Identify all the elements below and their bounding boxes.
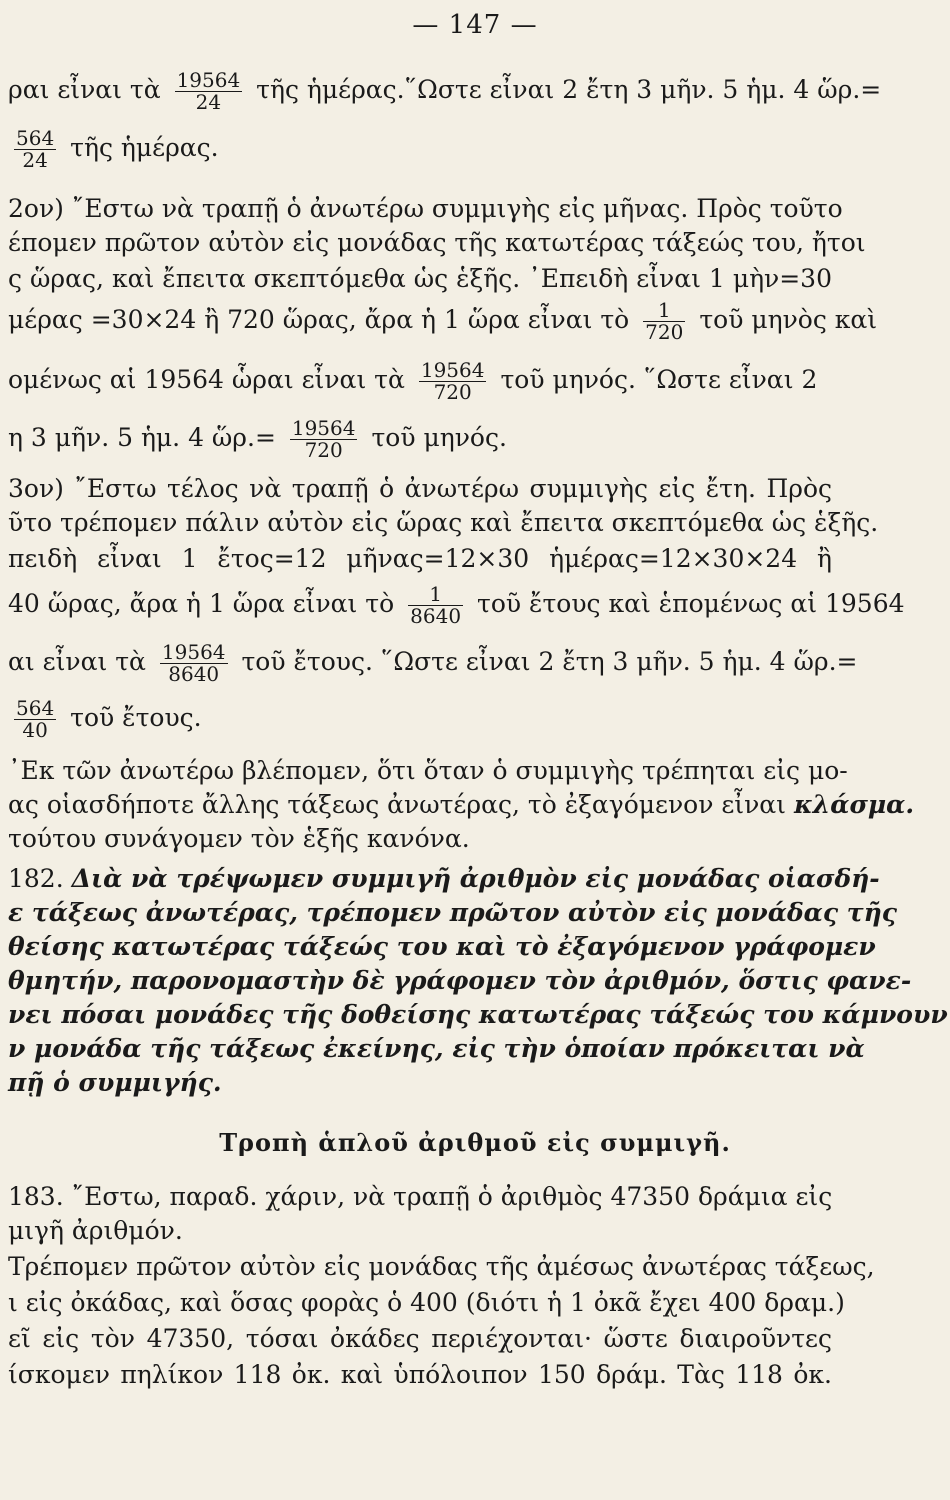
text-line: τούτου συνάγομεν τὸν ἑξῆς κανόνα. [8,824,470,853]
fraction-numerator: 19564 [420,358,485,382]
fraction-numerator: 19564 [176,68,241,92]
fraction [14,698,56,741]
text-span: τοῦ μηνός. [371,423,507,452]
fraction [643,300,685,343]
text-line: ίσκομεν πηλίκον 118 ὀκ. καὶ ὑπόλοιπον 150 δράμ. Τὰς 118 ὀκ. [8,1360,832,1389]
text-span: η 3 μῆν. 5 ἡμ. 4 ὥρ.= [8,423,276,452]
text-line: ᾿Εκ τῶν ἀνωτέρω βλέπομεν, ὅτι ὅταν ὁ συμμιγὴς τρέπηται εἰς μο- [8,756,848,785]
text-line: έπομεν πρῶτον αὐτὸν εἰς μονάδας τῆς κατωτέρας τάξεώς του, ἤτοι [8,228,866,257]
fraction-numerator: 19564 [161,640,226,664]
emphasis-text: κλάσμα. [793,790,915,819]
fraction-numerator: 1 [408,584,463,606]
text-span: ομένως αἱ 19564 ὧραι εἶναι τὰ [8,365,405,394]
text-line [8,418,832,461]
fraction-denominator: 40 [22,718,48,742]
rule-line: θμητήν, παρονομαστὴν δὲ γράφομεν τὸν ἀριθμόν, ὅστις φανε- [8,966,912,995]
page-number: — 147 — [412,10,538,40]
text-span: ραι εἶναι τὰ [8,75,161,104]
rule-line: ν μονάδα τῆς τάξεως ἐκείνης, εἰς τὴν ὁποίαν πρόκειται νὰ [8,1034,865,1063]
text-line: ῦτο τρέπομεν πάλιν αὐτὸν εἰς ὥρας καὶ ἔπειτα σκεπτόμεθα ὡς ἑξῆς. [8,508,879,537]
fraction-denominator: 8640 [168,662,220,686]
text-line: εῖ εἰς τὸν 47350, τόσαι ὀκάδες περιέχονται· ὥστε διαιροῦντες [8,1324,832,1353]
fraction-numerator: 19564 [291,416,356,440]
fraction-numerator: 564 [16,126,55,150]
rule-line: θείσης κατωτέρας τάξεώς του καὶ τὸ ἐξαγόμενον γράφομεν [8,932,876,961]
text-span: τῆς ἡμέρας. [70,133,219,162]
section-heading: Τροπὴ ἁπλοῦ ἀριθμοῦ εἰς συμμιγῆ. [219,1128,731,1157]
section-number: 182. [8,864,64,893]
text-span: 40 ὥρας, ἄρα ἡ 1 ὥρα εἶναι τὸ [8,589,395,618]
fraction [419,360,487,403]
text-span: τοῦ μηνὸς καὶ [699,305,878,334]
rule-text: Διὰ νὰ τρέψωμεν συμμιγῆ ἀριθμὸν εἰς μονάδας οἱασδή- [71,864,880,893]
text-line: ι εἰς ὀκάδας, καὶ ὅσας φορὰς ὁ 400 (διότι ἡ 1 ὀκᾶ ἔχει 400 δραμ.) [8,1288,845,1317]
fraction-denominator: 24 [22,148,48,172]
fraction-denominator: 8640 [410,604,462,628]
text-line [8,128,832,171]
text-span: τοῦ ἔτους. [70,703,202,732]
text-span: τῆς ἡμέρας.῞Ωστε εἶναι 2 ἔτη 3 μῆν. 5 ἡμ. 4 ὥρ.= [256,75,882,104]
rule-line: πῇ ὁ συμμιγής. [8,1068,222,1097]
text-line: 2ον) ῎Εστω νὰ τραπῇ ὁ ἀνωτέρω συμμιγὴς εἰς μῆνας. Πρὸς τοῦτο [8,194,843,223]
rule-line: ε τάξεως ἀνωτέρας, τρέπομεν πρῶτον αὐτὸν εἰς μονάδας τῆς [8,898,898,927]
text-span: μέρας =30×24 ἢ 720 ὥρας, ἄρα ἡ 1 ὥρα εἶναι τὸ [8,305,630,334]
text-line [8,862,880,896]
text-line [8,640,858,686]
text-line [8,360,832,403]
text-line: Τρέπομεν πρῶτον αὐτὸν εἰς μονάδας τῆς ἀμέσως ἀνωτέρας τάξεως, [8,1252,875,1281]
text-span: τοῦ μηνός. ῞Ωστε εἶναι 2 [500,365,818,394]
text-line: 3ον) ῎Εστω τέλος νὰ τραπῇ ὁ ἀνωτέρω συμμιγὴς εἰς ἔτη. Πρὸς [8,474,832,503]
fraction-denominator: 720 [304,438,343,462]
fraction-denominator: 720 [433,380,472,404]
text-line [8,698,832,741]
fraction [14,128,56,171]
fraction-denominator: 720 [645,320,684,344]
text-span: αι εἶναι τὰ [8,647,146,676]
text-line [8,582,905,628]
rule-line: νει πόσαι μονάδες τῆς δοθείσης κατωτέρας τάξεώς του κάμνουν [8,1000,948,1029]
fraction [175,70,243,113]
fraction [290,418,358,461]
fraction [160,642,228,685]
text-line [8,298,878,344]
text-span: ας οἱασδήποτε ἄλλης τάξεως ἀνωτέρας, τὸ ἐξαγόμενον εἶναι [8,790,786,819]
text-span: τοῦ ἔτους καὶ ἑπομένως αἱ 19564 [477,589,905,618]
text-line: ς ὥρας, καὶ ἔπειτα σκεπτόμεθα ὡς ἑξῆς. ᾿Επειδὴ εἶναι 1 μὴν=30 [8,264,832,293]
text-span: τοῦ ἔτους. ῞Ωστε εἶναι 2 ἔτη 3 μῆν. 5 ἡμ. 4 ὥρ.= [241,647,858,676]
fraction-denominator: 24 [195,90,222,114]
fraction-numerator: 1 [643,300,685,322]
text-line: πειδὴ εἶναι 1 ἔτος=12 μῆνας=12×30 ἡμέρας=12×30×24 ἢ [8,544,832,573]
text-line [8,68,882,114]
fraction-numerator: 564 [16,696,55,720]
text-line: μιγῆ ἀριθμόν. [8,1216,183,1245]
text-line: 183. ῎Εστω, παραδ. χάριν, νὰ τραπῇ ὁ ἀριθμὸς 47350 δράμια εἰς [8,1182,833,1211]
text-line [8,788,915,822]
fraction [408,584,463,627]
